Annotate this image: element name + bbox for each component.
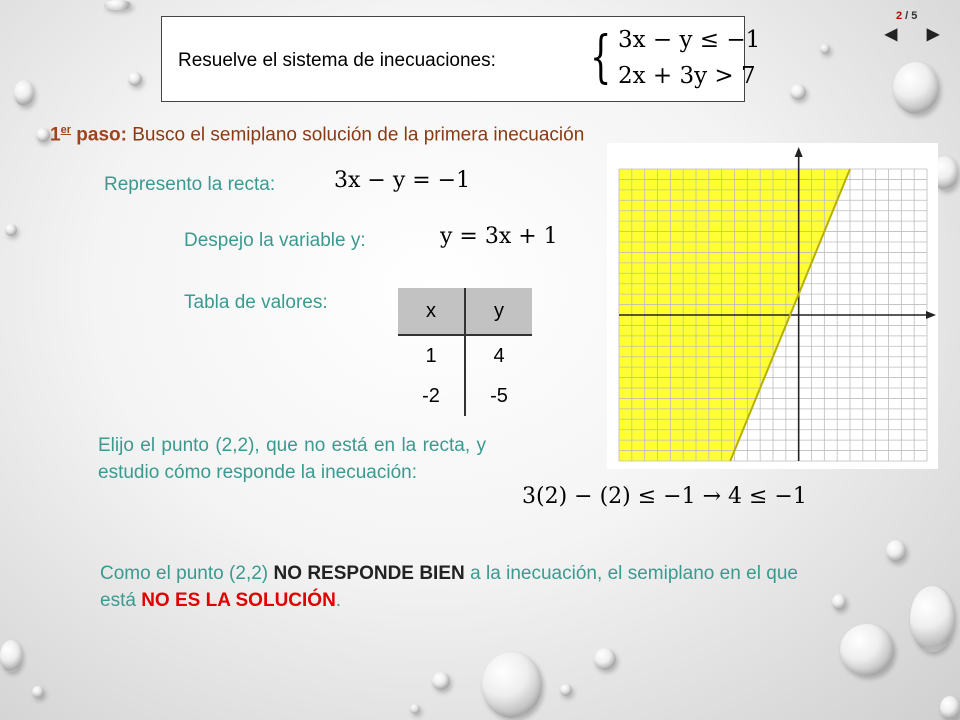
- conclusion-text-3: .: [335, 590, 342, 611]
- represent-line-label: Represento la recta:: [104, 174, 276, 195]
- water-drop-decoration: [790, 84, 806, 100]
- water-drop-decoration: [432, 672, 450, 690]
- water-drop-decoration: [840, 624, 894, 676]
- line-equation: 3x − y = −1: [334, 168, 471, 193]
- next-slide-button[interactable]: [918, 24, 948, 46]
- x-axis-arrow: [926, 311, 936, 319]
- graph-canvas: [607, 143, 938, 469]
- current-page-number: 2: [896, 10, 903, 22]
- water-drop-decoration: [940, 696, 960, 720]
- conclusion-paragraph: [100, 560, 798, 614]
- inequality-2: 2x + 3y > 7: [618, 63, 756, 89]
- inequality-1: 3x − y ≤ −1: [618, 27, 761, 53]
- water-drop-decoration: [104, 0, 132, 10]
- water-drop-decoration: [820, 44, 830, 54]
- water-drop-decoration: [893, 62, 939, 114]
- step-title: Busco el semiplano solución de la primera inecuación: [132, 124, 585, 146]
- inequality-graph: [607, 143, 938, 469]
- step-label: paso:: [76, 124, 127, 146]
- problem-prompt: Resuelve el sistema de inecuaciones:: [178, 50, 496, 71]
- table-header-row: [398, 288, 532, 335]
- conclusion-emphasis-2: NO ES LA SOLUCIÓN: [141, 590, 336, 611]
- table-row: [398, 376, 532, 416]
- table-header-y: y: [465, 288, 532, 335]
- values-table: [398, 288, 532, 416]
- table-cell: 1: [398, 335, 465, 376]
- water-drop-decoration: [832, 594, 846, 610]
- isolate-variable-label: Despejo la variable y:: [184, 230, 366, 251]
- conclusion-text-1: Como el punto (2,2): [100, 563, 274, 584]
- values-table-label: Tabla de valores:: [184, 292, 328, 313]
- y-axis-arrow: [795, 147, 803, 157]
- test-point-paragraph: Elijo el punto (2,2), que no está en la recta, y estudio cómo responde la inecuación:: [98, 435, 486, 483]
- water-drop-decoration: [32, 686, 44, 698]
- water-drop-decoration: [886, 540, 906, 562]
- slide-counter: [896, 10, 917, 22]
- step-superscript: er: [60, 124, 71, 136]
- table-cell: 4: [493, 344, 505, 367]
- water-drop-decoration: [5, 224, 17, 236]
- water-drop-decoration: [910, 586, 954, 652]
- system-brace: {: [590, 25, 612, 90]
- water-drop-decoration: [0, 640, 22, 672]
- water-drop-decoration: [594, 648, 616, 670]
- table-row: [398, 335, 532, 376]
- table-cell: -5: [490, 384, 508, 407]
- water-drop-decoration: [36, 128, 50, 142]
- previous-slide-button[interactable]: [876, 24, 906, 46]
- water-drop-decoration: [482, 652, 542, 718]
- isolated-equation: y = 3x + 1: [440, 224, 558, 249]
- test-point-evaluation: 3(2) − (2) ≤ −1 → 4 ≤ −1: [522, 484, 807, 509]
- conclusion-emphasis-1: NO RESPONDE BIEN: [273, 563, 465, 584]
- step-number: 1: [50, 124, 61, 146]
- arrow-left-icon: ◀: [884, 26, 898, 43]
- conclusion-text-2: a la inecuación, el semiplano en el que está: [100, 563, 798, 611]
- water-drop-decoration: [128, 72, 142, 86]
- arrow-right-icon: ▶: [926, 26, 940, 43]
- water-drop-decoration: [410, 704, 420, 714]
- water-drop-decoration: [560, 684, 572, 696]
- table-cell: -2: [398, 376, 465, 416]
- table-header-x: x: [398, 288, 465, 335]
- total-page-number: 5: [911, 10, 918, 22]
- water-drop-decoration: [14, 80, 34, 106]
- problem-statement-box: [161, 16, 761, 102]
- page-separator: /: [902, 10, 912, 22]
- step-heading: [50, 124, 584, 146]
